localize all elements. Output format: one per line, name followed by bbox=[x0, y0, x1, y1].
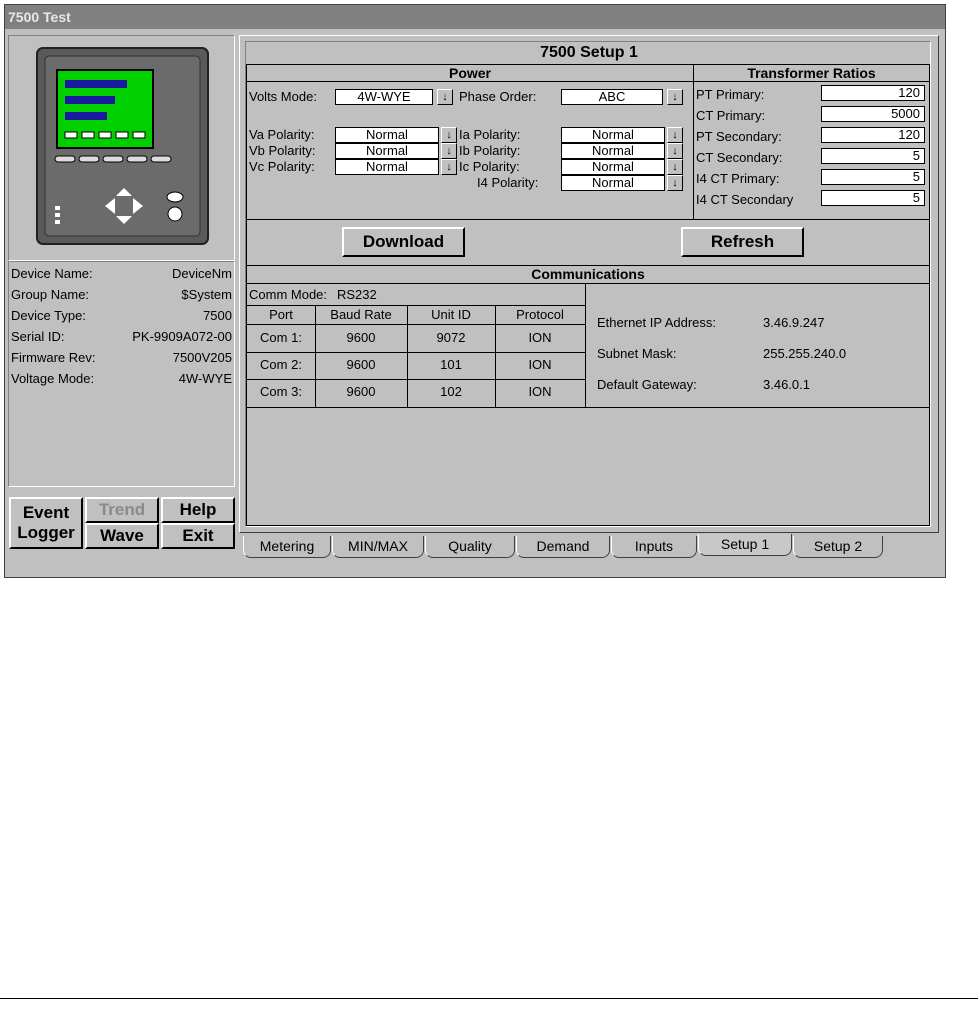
window-title: 7500 Test bbox=[5, 5, 945, 29]
phase-order-label: Phase Order: bbox=[459, 89, 537, 104]
subnet-mask-label: Subnet Mask: bbox=[597, 346, 677, 361]
polarity-label: I4 Polarity: bbox=[477, 175, 539, 190]
download-button[interactable]: Download bbox=[342, 227, 465, 257]
comm-cell: Com 3: bbox=[260, 384, 302, 399]
dropdown-arrow-icon[interactable]: ↓ bbox=[441, 127, 457, 143]
event-logger-button[interactable] bbox=[9, 497, 83, 549]
comm-mode-label: Comm Mode: bbox=[249, 287, 328, 302]
device-info-panel bbox=[8, 261, 235, 487]
comm-column-header: Protocol bbox=[516, 307, 564, 322]
polarity-select[interactable]: Normal bbox=[561, 127, 665, 143]
ethernet-ip-label: Ethernet IP Address: bbox=[597, 315, 716, 330]
comm-row-divider bbox=[247, 352, 585, 353]
event-logger-line2: Logger bbox=[17, 523, 75, 542]
comm-cell: 9600 bbox=[346, 384, 376, 399]
tab-demand[interactable]: Demand bbox=[516, 536, 610, 558]
setup-panel bbox=[239, 35, 939, 533]
transformer-label: CT Secondary: bbox=[696, 150, 783, 165]
device-info-value: 7500V205 bbox=[172, 350, 232, 365]
wave-button[interactable]: Wave bbox=[85, 523, 159, 549]
refresh-button[interactable]: Refresh bbox=[681, 227, 804, 257]
tab-metering[interactable]: Metering bbox=[243, 536, 331, 558]
polarity-label: Va Polarity: bbox=[249, 127, 315, 142]
meter-illustration bbox=[35, 46, 210, 246]
polarity-select[interactable]: Normal bbox=[335, 127, 439, 143]
polarity-select[interactable]: Normal bbox=[561, 159, 665, 175]
default-gateway-value: 3.46.0.1 bbox=[763, 377, 810, 392]
device-info-value: PK-9909A072-00 bbox=[132, 329, 232, 344]
tab-inputs[interactable]: Inputs bbox=[611, 536, 697, 558]
device-info-value: 4W-WYE bbox=[178, 371, 232, 386]
polarity-select[interactable]: Normal bbox=[561, 175, 665, 191]
comm-column-header: Port bbox=[269, 307, 293, 322]
comm-cell: 9600 bbox=[346, 357, 376, 372]
comm-row-divider bbox=[247, 379, 585, 380]
device-window bbox=[4, 4, 946, 578]
device-info-row bbox=[9, 371, 234, 389]
setup-grid bbox=[246, 64, 930, 526]
polarity-label: Ia Polarity: bbox=[459, 127, 521, 142]
polarity-label: Ic Polarity: bbox=[459, 159, 520, 174]
event-logger-line1: Event bbox=[22, 503, 70, 522]
device-info-value: 7500 bbox=[203, 308, 232, 323]
tab-quality[interactable]: Quality bbox=[425, 536, 515, 558]
dropdown-arrow-icon[interactable]: ↓ bbox=[667, 159, 683, 175]
device-info-row bbox=[9, 350, 234, 368]
transformer-input[interactable]: 120 bbox=[821, 85, 925, 101]
polarity-select[interactable]: Normal bbox=[335, 159, 439, 175]
communications-header: Communications bbox=[531, 266, 645, 282]
page-bottom-rule bbox=[0, 998, 978, 999]
comm-cell: Com 1: bbox=[260, 330, 302, 345]
exit-button[interactable]: Exit bbox=[161, 523, 235, 549]
comm-cell: 9600 bbox=[346, 330, 376, 345]
device-info-row bbox=[9, 287, 234, 305]
device-info-value: DeviceNm bbox=[172, 266, 232, 281]
comm-cell: Com 2: bbox=[260, 357, 302, 372]
setup-title: 7500 Setup 1 bbox=[540, 44, 638, 61]
device-info-label: Device Type: bbox=[11, 308, 86, 323]
transformer-input[interactable]: 5000 bbox=[821, 106, 925, 122]
device-image-panel bbox=[8, 35, 235, 261]
device-info-row bbox=[9, 266, 234, 284]
device-info-value: $System bbox=[181, 287, 232, 302]
dropdown-arrow-icon[interactable]: ↓ bbox=[667, 143, 683, 159]
volts-mode-dropdown-icon[interactable]: ↓ bbox=[437, 89, 453, 105]
transformer-label: PT Secondary: bbox=[696, 129, 782, 144]
power-header: Power bbox=[448, 65, 491, 81]
transformer-label: CT Primary: bbox=[696, 108, 766, 123]
subnet-mask-value: 255.255.240.0 bbox=[763, 346, 847, 361]
comm-cell: ION bbox=[528, 357, 552, 372]
ethernet-ip-value: 3.46.9.247 bbox=[763, 315, 825, 330]
transformer-header: Transformer Ratios bbox=[747, 65, 876, 81]
device-info-label: Group Name: bbox=[11, 287, 90, 302]
polarity-select[interactable]: Normal bbox=[561, 143, 665, 159]
transformer-input[interactable]: 5 bbox=[821, 148, 925, 164]
tab-setup-2[interactable]: Setup 2 bbox=[793, 536, 883, 558]
transformer-input[interactable]: 5 bbox=[821, 169, 925, 185]
left-button-group bbox=[9, 495, 235, 551]
device-info-label: Device Name: bbox=[11, 266, 93, 281]
dropdown-arrow-icon[interactable]: ↓ bbox=[667, 175, 683, 191]
transformer-label: PT Primary: bbox=[696, 87, 765, 102]
default-gateway-label: Default Gateway: bbox=[597, 377, 697, 392]
comm-cell: ION bbox=[528, 330, 552, 345]
polarity-label: Vc Polarity: bbox=[249, 159, 315, 174]
comm-column-header: Unit ID bbox=[431, 307, 471, 322]
help-button[interactable]: Help bbox=[161, 497, 235, 523]
volts-mode-label: Volts Mode: bbox=[249, 89, 317, 104]
transformer-label: I4 CT Primary: bbox=[696, 171, 780, 186]
phase-order-select[interactable]: ABC bbox=[561, 89, 663, 105]
comm-cell: 101 bbox=[440, 357, 462, 372]
dropdown-arrow-icon[interactable]: ↓ bbox=[441, 143, 457, 159]
dropdown-arrow-icon[interactable]: ↓ bbox=[667, 127, 683, 143]
device-info-label: Serial ID: bbox=[11, 329, 65, 344]
comm-mode-value: RS232 bbox=[337, 287, 377, 302]
device-info-row bbox=[9, 329, 234, 347]
transformer-label: I4 CT Secondary bbox=[696, 192, 794, 207]
polarity-label: Ib Polarity: bbox=[459, 143, 521, 158]
device-info-label: Firmware Rev: bbox=[11, 350, 96, 365]
tab-setup-1[interactable]: Setup 1 bbox=[698, 534, 792, 556]
setup-inner bbox=[245, 41, 931, 527]
device-info-label: Voltage Mode: bbox=[11, 371, 95, 386]
transformer-input[interactable]: 120 bbox=[821, 127, 925, 143]
comm-cell: ION bbox=[528, 384, 552, 399]
volts-mode-select[interactable]: 4W-WYE bbox=[335, 89, 433, 105]
comm-cell: 9072 bbox=[436, 330, 466, 345]
tab-min-max[interactable]: MIN/MAX bbox=[332, 536, 424, 558]
transformer-input[interactable]: 5 bbox=[821, 190, 925, 206]
polarity-label: Vb Polarity: bbox=[249, 143, 316, 158]
device-info-row bbox=[9, 308, 234, 326]
polarity-select[interactable]: Normal bbox=[335, 143, 439, 159]
trend-button[interactable]: Trend bbox=[85, 497, 159, 523]
tab-bar bbox=[243, 534, 943, 560]
comm-cell: 102 bbox=[440, 384, 462, 399]
comm-row-divider bbox=[247, 324, 585, 325]
comm-column-header: Baud Rate bbox=[330, 307, 392, 322]
phase-order-dropdown-icon[interactable]: ↓ bbox=[667, 89, 683, 105]
dropdown-arrow-icon[interactable]: ↓ bbox=[441, 159, 457, 175]
